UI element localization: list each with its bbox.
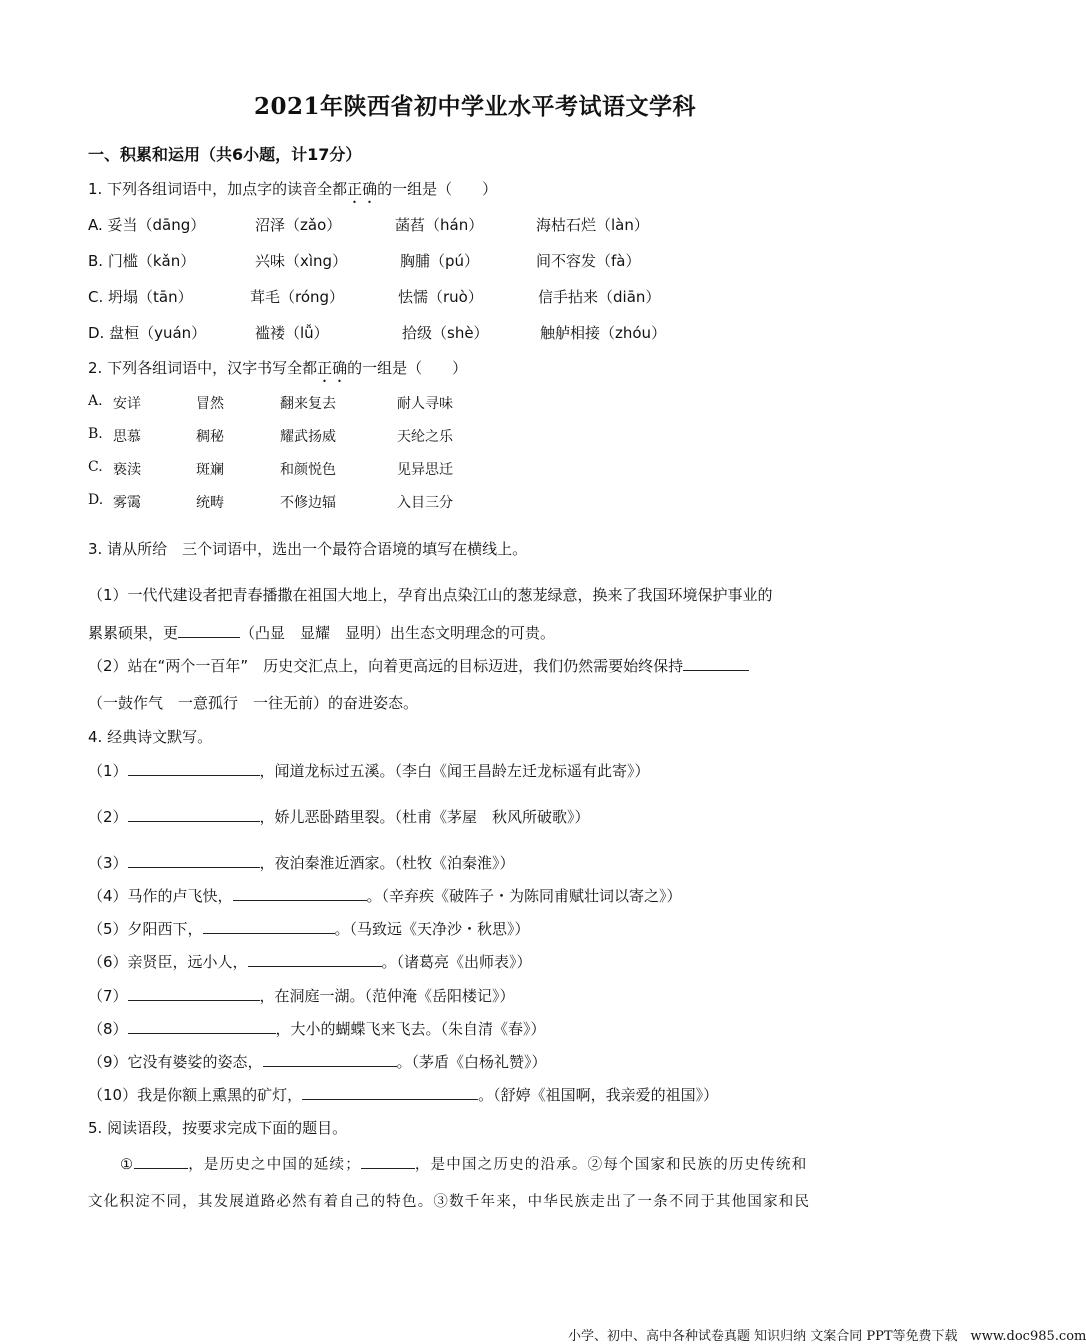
q1-d-3: 拾级（shè） [402,324,489,342]
q1-d-1: D. 盘桓（yuán） [88,324,207,342]
blank-line [302,1085,478,1100]
q2-stem-dotted: 正确 [317,359,348,377]
blank-line [128,1019,276,1034]
q2-b-1: 思慕 [113,429,141,445]
q2-d-2: 统畴 [196,495,224,511]
q4-item-pre: （8） [88,1020,128,1038]
page-title: 2021年陕西省初中学业水平考试语文学科 [253,93,696,120]
q4-item-7 [88,985,515,1006]
q4-item-10 [88,1084,718,1105]
q5-passage-line1 [120,1153,807,1174]
q3-part1-lead: 累累硕果，更 [88,624,179,642]
q3-part1-line2 [88,622,555,643]
q2-d-label: D. [88,492,104,508]
q3-part1-line1: （1）一代代建设者把青春播撒在祖国大地上，孕育出点染江山的葱茏绿意，换来了我国环境保护事业的 [88,586,773,604]
q4-item-9 [88,1051,547,1072]
q4-item-post: 。（马致远《天净沙・秋思》） [334,920,530,938]
question-2-stem [88,357,467,386]
q2-c-label: C. [88,459,103,475]
q3-part1-tail: （凸显 显耀 显明）出生态文明理念的可贵。 [240,624,556,642]
q4-item-post: ，在洞庭一湖。（范仲淹《岳阳楼记》） [259,987,515,1005]
blank-line [178,623,240,638]
blank-line [128,807,260,822]
q1-c-4: 信手拈来（diān） [538,288,661,306]
q2-a-4: 耐人寻味 [397,396,453,412]
q4-item-pre: （9）它没有婆娑的姿态， [88,1053,263,1071]
q1-c-2: 茸毛（róng） [250,288,345,306]
q2-d-1: 雾霭 [113,495,141,511]
q1-a-2: 沼泽（zǎo） [255,216,342,234]
blank-line [361,1154,415,1169]
blank-line [233,886,367,901]
blank-line [128,986,260,1001]
q4-item-pre: （5）夕阳西下， [88,920,203,938]
q1-stem-b: 的一组是（ ） [377,180,498,198]
q4-item-pre: （7） [88,987,128,1005]
q2-a-2: 冒然 [196,396,224,412]
q2-d-4: 入目三分 [397,495,453,511]
q4-item-pre: （1） [88,762,128,780]
q4-item-pre: （6）亲贤臣，远小人， [88,953,248,971]
q5-passage-mid: ，是历史之中国的延续； [188,1157,361,1173]
q1-a-4: 海枯石烂（làn） [536,216,649,234]
q2-c-3: 和颜悦色 [280,462,336,478]
blank-line [128,761,260,776]
q4-item-1 [88,760,650,781]
q2-stem-b: 的一组是（ ） [347,359,468,377]
q4-item-post: 。（茅盾《白杨礼赞》） [396,1053,547,1071]
section-heading: 一、积累和运用（共6小题，计17分） [88,145,362,164]
blank-line [203,919,335,934]
q2-stem-a: 2. 下列各组词语中，汉字书写全都 [88,359,318,377]
q5-passage-line2: 文化积淀不同，其发展道路必然有着自己的特色。③数千年来，中华民族走出了一条不同于其他国家和民 [88,1194,811,1210]
q2-b-label: B. [88,426,103,442]
q4-item-post: ，大小的蝴蝶飞来飞去。（朱自清《春》） [275,1020,546,1038]
q1-c-3: 怯懦（ruò） [398,288,483,306]
q4-item-post: ，闻道龙标过五溪。（李白《闻王昌龄左迁龙标遥有此寄》） [259,762,650,780]
q1-c-1: C. 坍塌（tān） [88,288,193,306]
q4-item-6 [88,951,532,972]
q5-passage-lead: ① [120,1157,135,1173]
q4-item-post: 。（辛弃疾《破阵子・为陈同甫赋壮词以寄之》） [366,887,682,905]
q3-part2-line1 [88,655,749,676]
q1-stem-dotted: 正确 [347,180,378,198]
q3-part2-line2: （一鼓作气 一意孤行 一往无前）的奋进姿态。 [88,694,419,712]
q4-item-post: ，娇儿恶卧踏里裂。（杜甫《茅屋 秋风所破歌》） [259,808,590,826]
q4-item-5 [88,918,530,939]
q3-part2-lead: （2）站在“两个一百年” 历史交汇点上，向着更高远的目标迈进，我们仍然需要始终保持 [88,657,684,675]
blank-line [128,853,260,868]
q1-stem-a: 1. 下列各组词语中，加点字的读音全都 [88,180,348,198]
q1-b-3: 胸脯（pú） [400,252,480,270]
q2-d-3: 不修边辐 [280,495,336,511]
q4-item-pre: （3） [88,854,128,872]
q2-b-4: 天纶之乐 [397,429,453,445]
q2-c-4: 见异思迁 [397,462,453,478]
q2-a-label: A. [88,393,103,409]
question-3-stem: 3. 请从所给 三个词语中，选出一个最符合语境的填写在横线上。 [88,540,528,558]
q1-a-1: A. 妥当（dāng） [88,216,206,234]
q2-b-3: 耀武扬威 [280,429,336,445]
blank-line [248,952,382,967]
blank-line [134,1154,188,1169]
q4-item-8 [88,1018,546,1039]
q2-c-1: 亵渎 [113,462,141,478]
q4-item-pre: （2） [88,808,128,826]
q1-b-2: 兴味（xìng） [255,252,348,270]
q5-passage-tail: ，是中国之历史的沿承。②每个国家和民族的历史传统和 [414,1157,808,1173]
q2-a-1: 安详 [113,396,141,412]
q2-a-3: 翻来复去 [280,396,336,412]
q1-d-2: 褴褛（lǚ） [255,324,329,342]
q4-item-post: 。（诸葛亮《出师表》） [381,953,532,971]
blank-line [683,656,749,671]
q2-b-2: 稠秘 [196,429,224,445]
q4-item-3 [88,852,515,873]
question-5-stem: 5. 阅读语段，按要求完成下面的题目。 [88,1119,348,1137]
q1-d-4: 触舻相接（zhóu） [540,324,667,342]
q1-b-4: 间不容发（fà） [536,252,641,270]
question-1-stem [88,178,497,207]
q4-item-4 [88,885,682,906]
blank-line [263,1052,397,1067]
q4-item-pre: （10）我是你额上熏黑的矿灯， [88,1086,303,1104]
q4-item-2 [88,806,590,827]
q1-a-3: 菡萏（hán） [395,216,484,234]
q4-item-post: ，夜泊秦淮近酒家。（杜牧《泊秦淮》） [259,854,515,872]
q2-c-2: 斑斓 [196,462,224,478]
footer-text: 小学、初中、高中各种试卷真题 知识归纳 文案合同 PPT等免费下载 www.doc985.com [568,1329,1086,1344]
question-4-stem: 4. 经典诗文默写。 [88,728,213,746]
q4-item-post: 。（舒婷《祖国啊，我亲爱的祖国》） [478,1086,719,1104]
q4-item-pre: （4）马作的卢飞快， [88,887,233,905]
q1-b-1: B. 门槛（kǎn） [88,252,196,270]
